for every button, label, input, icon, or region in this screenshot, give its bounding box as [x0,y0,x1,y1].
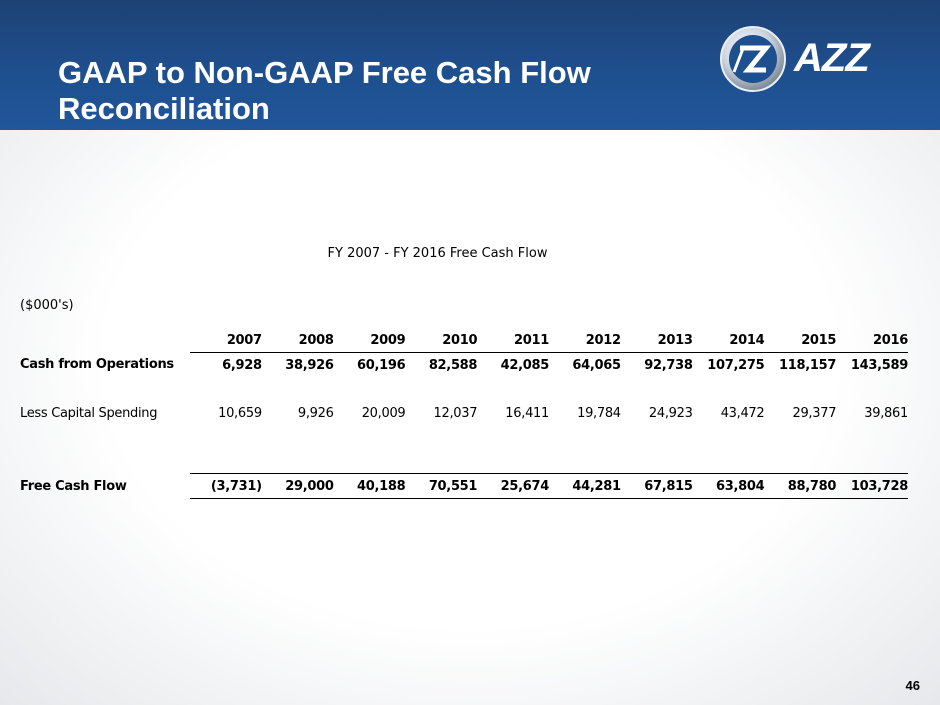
year-header: 2010 [405,328,477,353]
table-cell: 19,784 [577,405,621,421]
header-label-cell [18,328,190,353]
table-cell: 103,728 [836,474,908,499]
azz-logo-text: AZZ [794,36,869,80]
year-header: 2008 [262,328,334,353]
table-cell: 29,000 [262,474,334,499]
less-capital-spending-row [18,401,908,425]
table-cell: 6,928 [222,357,262,373]
year-header: 2013 [621,328,693,353]
units-label: ($000's) [20,298,74,313]
table-cell: 67,815 [621,474,693,499]
table-cell: 42,085 [500,357,549,373]
cash-from-operations-row [18,353,908,378]
table-cell: 107,275 [707,357,765,373]
table-cell: 43,472 [720,405,765,421]
table-cell: 25,674 [477,474,549,499]
row-label: Free Cash Flow [20,478,127,494]
table-cell: 38,926 [285,357,334,373]
title-line-1: GAAP to Non-GAAP Free Cash Flow [58,55,591,90]
page-number: 46 [905,678,920,693]
year-header: 2016 [836,328,908,353]
spacer-row [18,449,908,474]
table-cell: 29,377 [792,405,837,421]
table-cell: 63,804 [693,474,765,499]
year-header: 2011 [477,328,549,353]
table-cell: 9,926 [297,405,334,421]
title-line-2: Reconciliation [58,91,270,126]
table-cell: 12,037 [433,405,478,421]
table-cell: 143,589 [850,357,908,373]
table-cell: 70,551 [405,474,477,499]
year-header: 2015 [764,328,836,353]
free-cash-flow-table [18,328,908,499]
table-cell: 118,157 [779,357,837,373]
table-cell: 92,738 [644,357,693,373]
spacer-row [18,377,908,401]
table-cell: 64,065 [572,357,621,373]
free-cash-flow-row [18,474,908,499]
table-cell: 82,588 [428,357,478,373]
year-header: 2014 [693,328,765,353]
row-label: Cash from Operations [20,357,174,373]
year-header: 2007 [190,328,262,353]
table-cell: 60,196 [357,357,406,373]
year-header: 2009 [334,328,406,353]
row-label: Less Capital Spending [20,405,158,421]
table-cell: 20,009 [361,405,406,421]
year-header: 2012 [549,328,621,353]
table-cell: (3,731) [190,474,262,499]
spacer-row [18,425,908,449]
table-cell: 39,861 [864,405,908,421]
table-cell: 16,411 [505,405,549,421]
table-cell: 88,780 [764,474,836,499]
year-header-row [18,328,908,353]
azz-logo-emblem-icon [718,24,788,94]
table-cell: 10,659 [218,405,262,421]
table-title: FY 2007 - FY 2016 Free Cash Flow [327,246,548,261]
table-cell: 24,923 [648,405,693,421]
azz-logo [718,18,898,104]
table-cell: 44,281 [549,474,621,499]
slide-title [58,55,591,127]
table-cell: 40,188 [334,474,406,499]
slide-header [0,0,940,130]
